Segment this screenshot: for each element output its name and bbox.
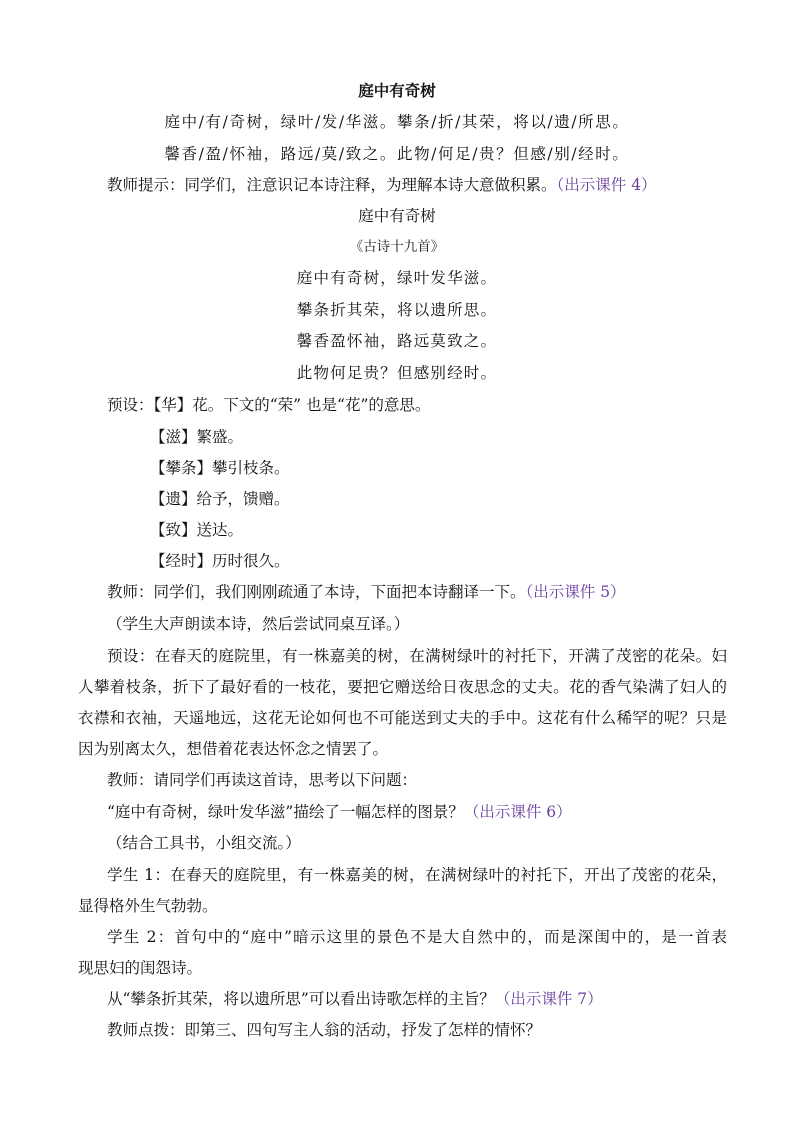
note-wei: 【遗】给予，馈赠。 <box>150 490 290 508</box>
student-1-line-1: 学生 1：在春天的庭院里，有一株嘉美的树，在满树绿叶的衬托下，开出了茂密的花朵， <box>107 866 727 884</box>
poem-line-1: 庭中有奇树，绿叶发华滋。 <box>296 269 498 287</box>
teacher-tip <box>107 174 657 196</box>
translation-line-1: 预设：在春天的庭院里，有一株嘉美的树，在满树绿叶的衬托下，开满了茂密的花朵。妇 <box>107 647 727 665</box>
poem-title-2: 庭中有奇树 <box>358 207 436 225</box>
translation-line-4: 因为别离太久，想借着花表达怀念之情罢了。 <box>78 740 389 758</box>
courseware-tag-5: （出示课件 5） <box>525 583 626 601</box>
question-2-text: 从“攀条折其荣，将以遗所思”可以看出诗歌怎样的主旨？ <box>107 990 495 1008</box>
slashed-poem-line-2: 馨香/盈/怀袖，路远/莫/致之。此物/何足/贵？但感/别/经时。 <box>164 145 630 163</box>
teacher-tip-text: 教师提示：同学们，注意识记本诗注释，为理解本诗大意做积累。 <box>107 176 557 194</box>
question-1 <box>107 801 572 823</box>
student-1-line-2: 显得格外生气勃勃。 <box>78 897 218 915</box>
student-2-line-1: 学生 2：首句中的“庭中”暗示这里的景色不是大自然中的，而是深闺中的，是一首表 <box>107 928 727 946</box>
teacher-line-1-text: 教师：同学们，我们刚刚疏通了本诗，下面把本诗翻译一下。 <box>107 583 526 601</box>
slashed-poem-line-1: 庭中/有/奇树，绿叶/发/华滋。攀条/折/其荣，将以/遗/所思。 <box>164 113 630 131</box>
question-1-text: “庭中有奇树，绿叶发华滋”描绘了一幅怎样的图景？ <box>107 803 464 821</box>
poem-line-4: 此物何足贵？但感别经时。 <box>296 364 498 382</box>
teacher-guidance: 教师点拨：即第三、四句写主人翁的活动，抒发了怎样的情怀？ <box>107 1021 542 1039</box>
courseware-tag-6: （出示课件 6） <box>463 803 572 821</box>
poem-source: 《古诗十九首》 <box>349 239 445 255</box>
translation-line-3: 衣襟和衣袖，天遥地远，这花无论如何也不可能送到丈夫的手中。这花有什么稀罕的呢？只是 <box>78 709 727 727</box>
student-2-line-2: 现思妇的闺怨诗。 <box>78 959 203 977</box>
student-activity-1: （学生大声朗读本诗，然后尝试同桌互译。） <box>107 615 410 633</box>
poem-line-3: 馨香盈怀袖，路远莫致之。 <box>296 332 498 350</box>
courseware-tag-7: （出示课件 7） <box>494 990 603 1008</box>
poem-line-2: 攀条折其荣，将以遗所思。 <box>296 301 498 319</box>
note-zhi: 【致】送达。 <box>150 521 244 539</box>
note-jingshi: 【经时】历时很久。 <box>150 552 290 570</box>
note-pantiao: 【攀条】攀引枝条。 <box>150 459 290 477</box>
courseware-tag-4: （出示课件 4） <box>556 176 657 194</box>
poem-title: 庭中有奇树 <box>358 81 436 100</box>
teacher-line-1 <box>107 581 626 603</box>
question-2 <box>107 988 603 1010</box>
note-hua: 预设：【华】花。下文的“荣” 也是“花”的意思。 <box>107 396 431 414</box>
note-zi: 【滋】繁盛。 <box>150 428 244 446</box>
student-activity-2: （结合工具书，小组交流。） <box>107 834 301 852</box>
teacher-line-2: 教师：请同学们再读这首诗，思考以下问题： <box>107 771 418 789</box>
translation-line-2: 人攀着枝条，折下了最好看的一枝花，要把它赠送给日夜思念的丈夫。花的香气染满了妇人的 <box>78 678 727 696</box>
